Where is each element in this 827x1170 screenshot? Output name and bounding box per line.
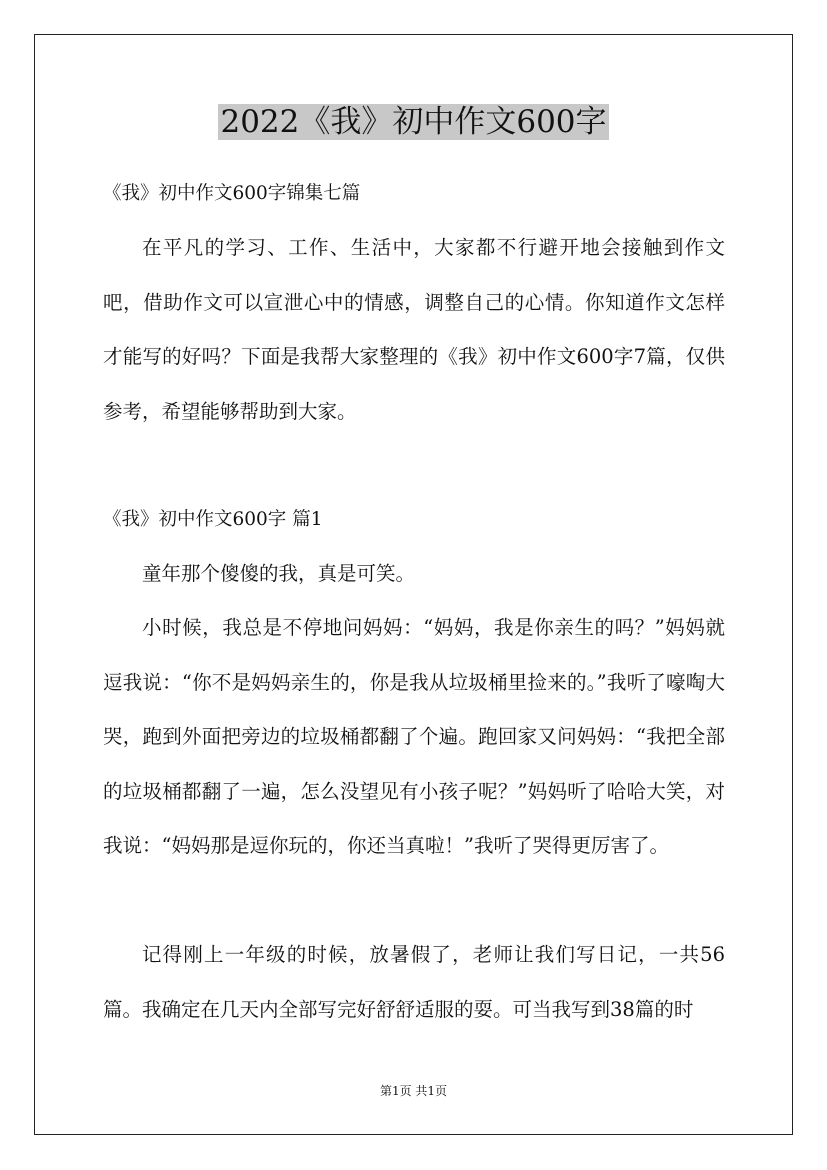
section-heading: 《我》初中作文600字 篇1 [103, 509, 323, 530]
intro-paragraph: 在平凡的学习、工作、生活中，大家都不行避开地会接触到作文吧，借助作文可以宣泄心中的情感，调整自己的心情。你知道作文怎样才能写的好吗？下面是我帮大家整理的《我》初中作文600字7篇，仅供参考，希望能够帮助到大家。 [103, 236, 725, 423]
page-footer: 第1页 共1页 [379, 1084, 448, 1098]
title-text: 2022《我》初中作文600字 [220, 104, 607, 140]
collection-heading: 《我》初中作文600字锦集七篇 [103, 183, 361, 204]
body-paragraph: 小时候，我总是不停地问妈妈：“妈妈，我是你亲生的吗？”妈妈就逗我说：“你不是妈妈亲生的，你是我从垃圾桶里捡来的。”我听了嚎啕大哭，跑到外面把旁边的垃圾桶都翻了个遍。跑回家又问妈妈：“我把全部的垃圾桶都翻了一遍，怎么没望见有小孩子呢？”妈妈听了哈哈大笑，对我说：“妈妈那是逗你玩的，你还当真啦！”我听了哭得更厉害了。 [103, 616, 725, 857]
body-paragraph: 童年那个傻傻的我，真是可笑。 [142, 562, 416, 585]
document-title [0, 100, 827, 144]
body-paragraph: 记得刚上一年级的时候，放暑假了，老师让我们写日记，一共56篇。我确定在几天内全部写完好舒舒适服的耍。可当我写到38篇的时 [103, 943, 725, 1021]
